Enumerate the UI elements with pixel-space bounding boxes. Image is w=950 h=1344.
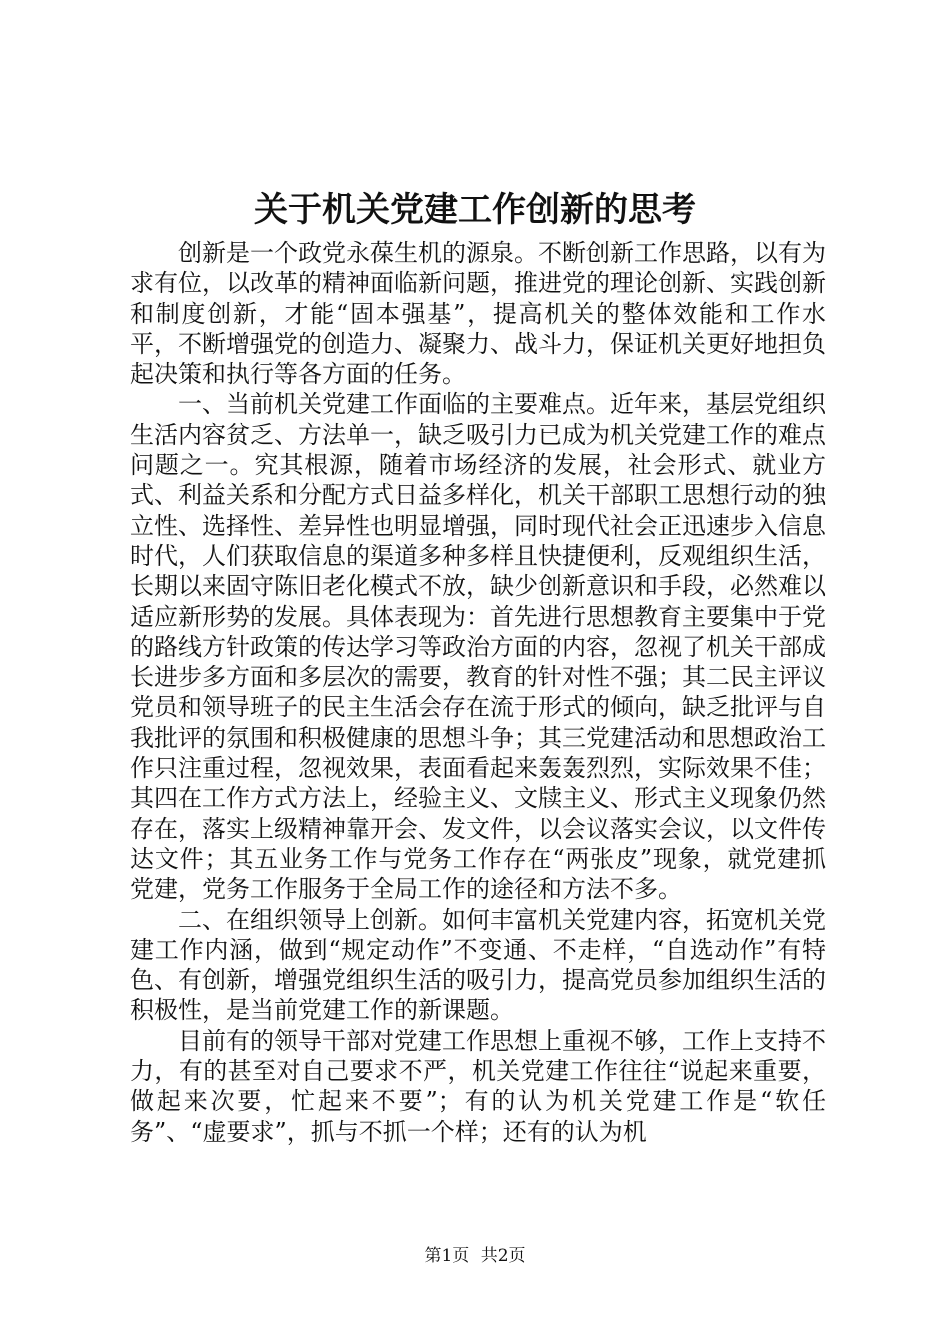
page-footer	[0, 1244, 950, 1268]
paragraph-section-2-continued: 目前有的领导干部对党建工作思想上重视不够，工作上支持不力，有的甚至对自己要求不严，机关党建工作往往“说起来重要，做起来次要，忙起来不要”；有的认为机关党建工作是“软任务”、“虚要求”，抓与不抓一个样；还有的认为机	[130, 1026, 826, 1146]
document-body	[130, 238, 826, 1147]
paragraph-section-2: 二、在组织领导上创新。如何丰富机关党建内容，拓宽机关党建工作内涵，做到“规定动作”不变通、不走样，“自选动作”有特色、有创新，增强党组织生活的吸引力，提高党员参加组织生活的积极性，是当前党建工作的新课题。	[130, 905, 826, 1025]
paragraph-intro: 创新是一个政党永葆生机的源泉。不断创新工作思路，以有为求有位，以改革的精神面临新问题，推进党的理论创新、实践创新和制度创新，才能“固本强基”，提高机关的整体效能和工作水平，不断增强党的创造力、凝聚力、战斗力，保证机关更好地担负起决策和执行等各方面的任务。	[130, 239, 826, 389]
document-title: 关于机关党建工作创新的思考	[254, 190, 696, 230]
page-number: 第1页	[424, 1246, 470, 1266]
paragraph-section-1: 一、当前机关党建工作面临的主要难点。近年来，基层党组织生活内容贫乏、方法单一，缺乏吸引力已成为机关党建工作的难点问题之一。究其根源，随着市场经济的发展，社会形式、就业方式、利益关系和分配方式日益多样化，机关干部职工思想行动的独立性、选择性、差异性也明显增强，同时现代社会正迅速步入信息时代，人们获取信息的渠道多种多样且快捷便利，反观组织生活，长期以来固守陈旧老化模式不放，缺少创新意识和手段，必然难以适应新形势的发展。具体表现为：首先进行思想教育主要集中于党的路线方针政策的传达学习等政治方面的内容，忽视了机关干部成长进步多方面和多层次的需要，教育的针对性不强；其二民主评议党员和领导班子的民主生活会存在流于形式的倾向，缺乏批评与自我批评的氛围和积极健康的思想斗争；其三党建活动和思想政治工作只注重过程，忽视效果，表面看起来轰轰烈烈，实际效果不佳；其四在工作方式方法上，经验主义、文牍主义、形式主义现象仍然存在，落实上级精神靠开会、发文件，以会议落实会议，以文件传达文件；其五业务工作与党务工作存在“两张皮”现象，就党建抓党建，党务工作服务于全局工作的途径和方法不多。	[130, 390, 826, 904]
page-total: 共2页	[480, 1246, 526, 1266]
